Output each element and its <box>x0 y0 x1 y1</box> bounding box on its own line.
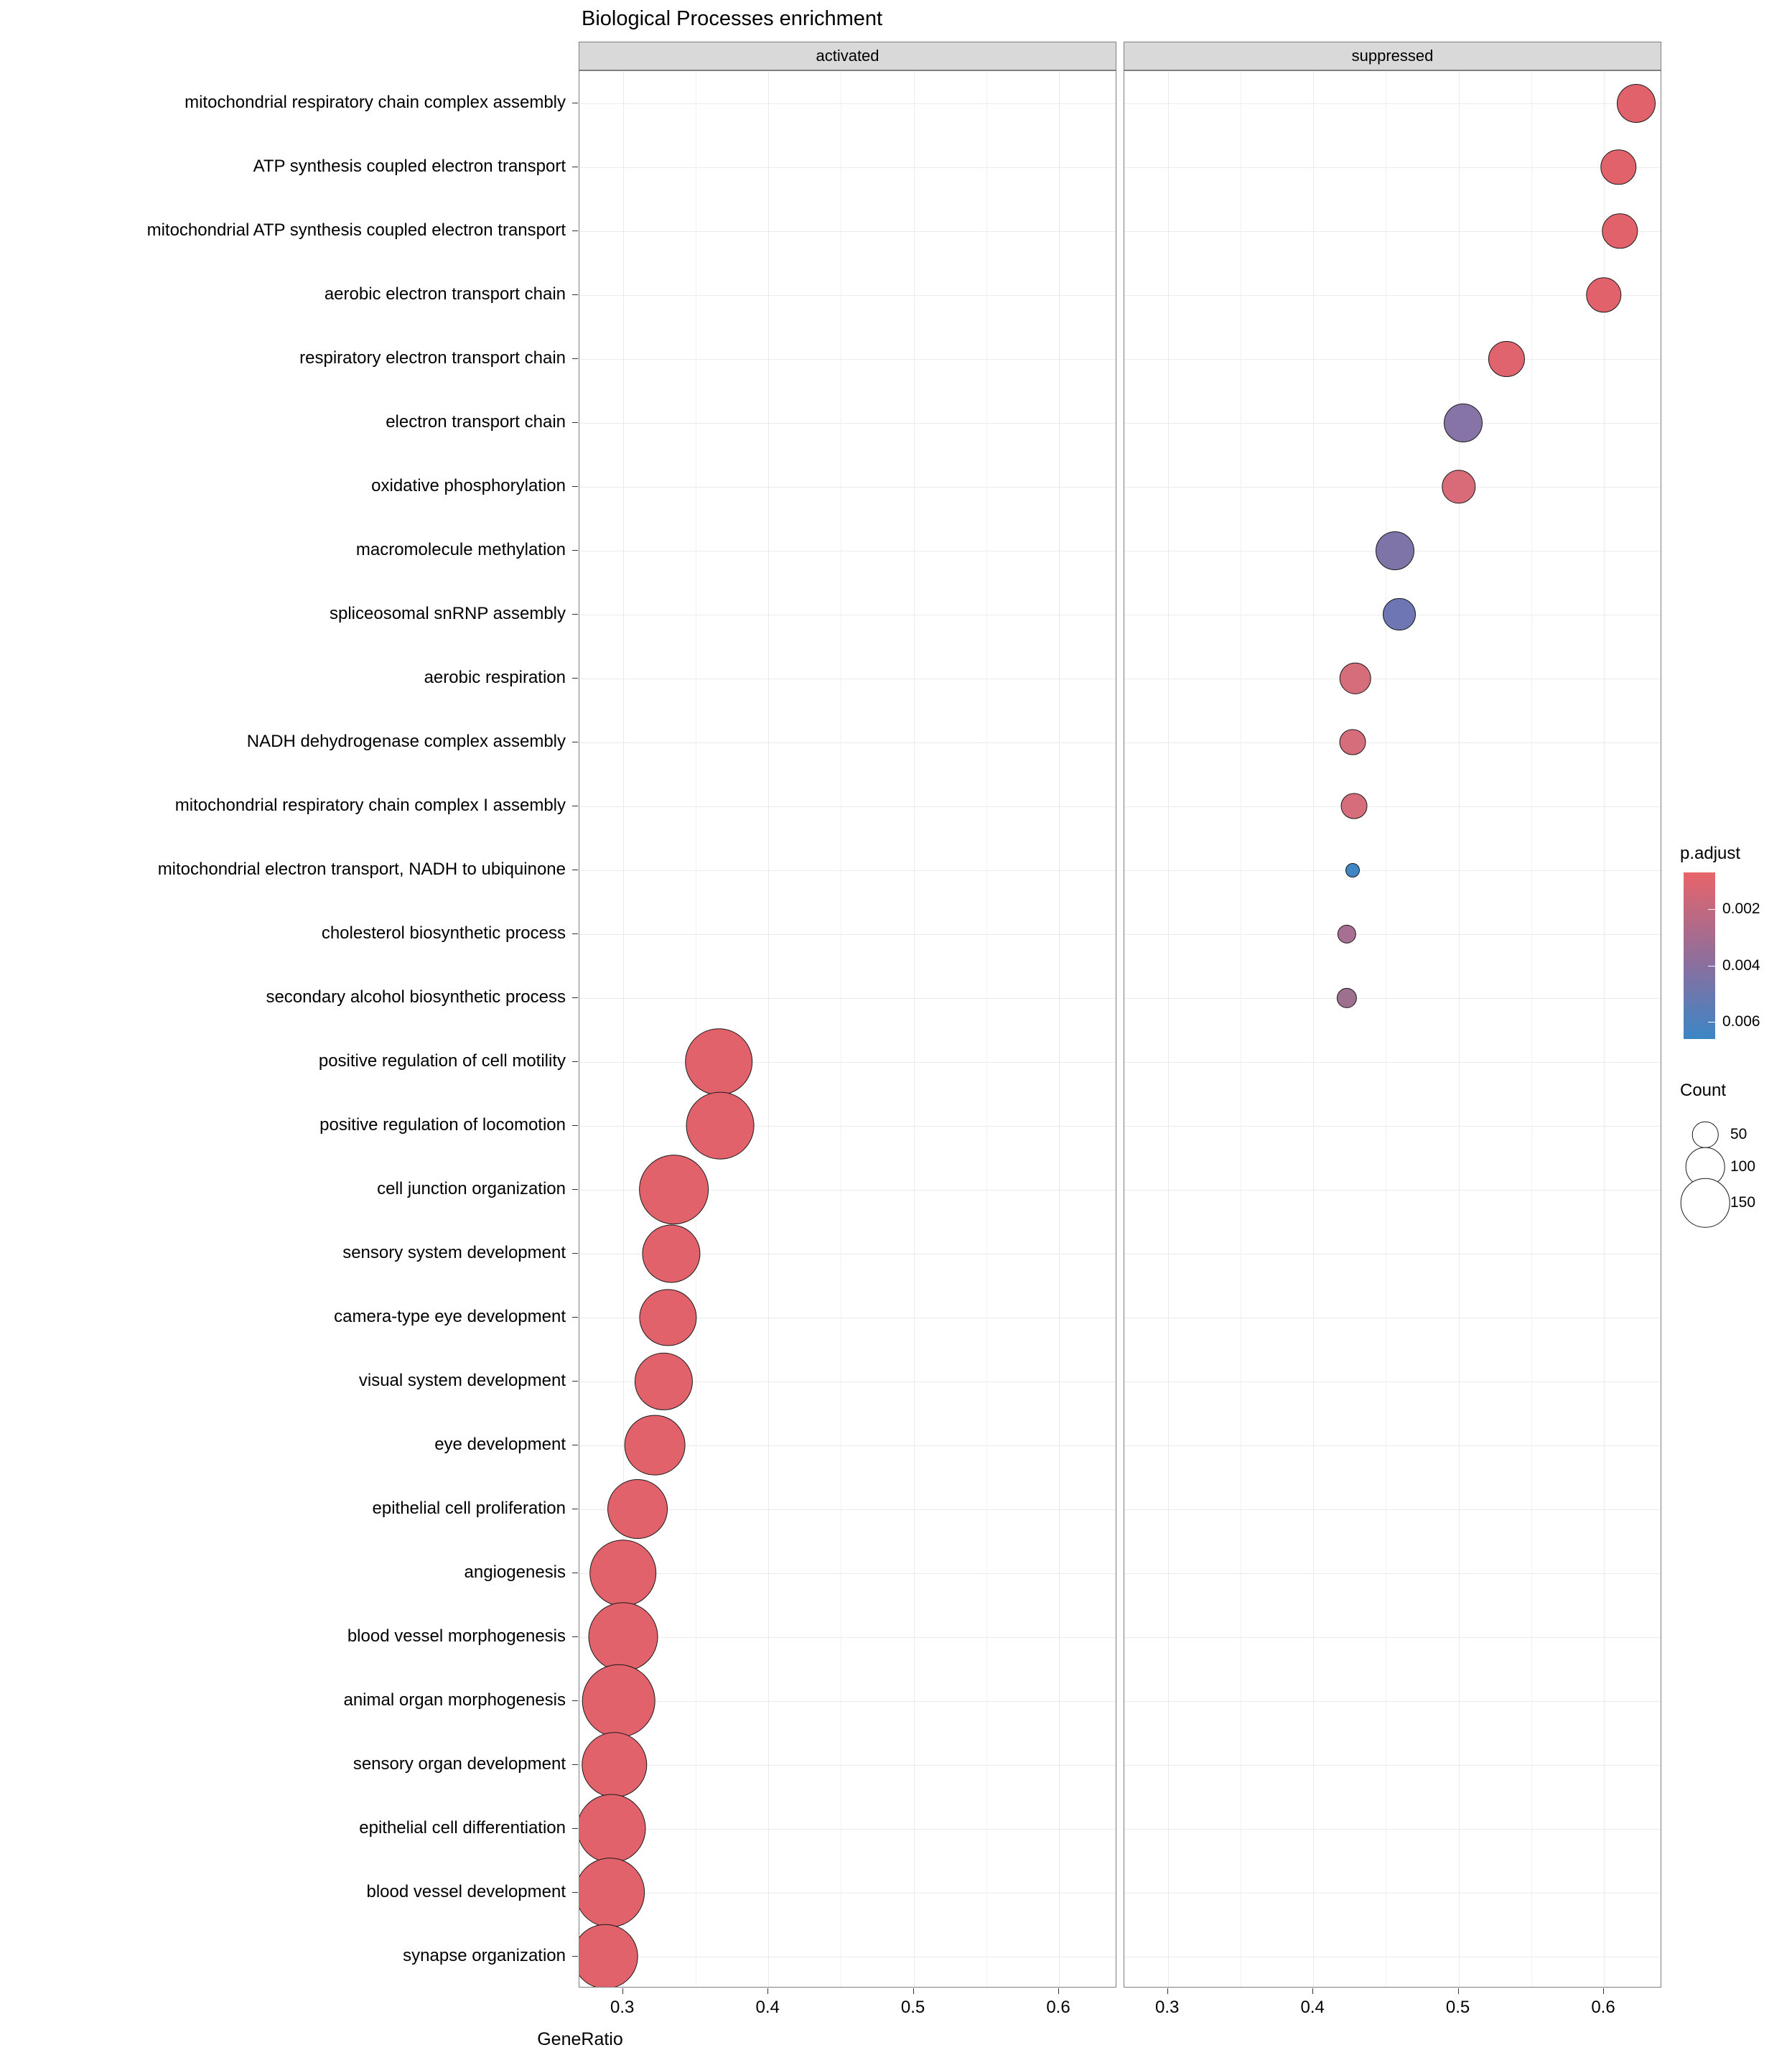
y-axis-label: NADH dehydrogenase complex assembly <box>246 731 566 751</box>
x-axis-tick <box>1058 1988 1059 1994</box>
y-axis-label: eye development <box>434 1434 566 1454</box>
y-axis-tick <box>572 1764 578 1765</box>
x-axis-tick-label: 0.3 <box>1155 1998 1180 2017</box>
x-axis-title-label: GeneRatio <box>537 2029 623 2049</box>
y-axis-label: cell junction organization <box>377 1178 566 1198</box>
y-axis-label: respiratory electron transport chain <box>299 348 566 368</box>
y-axis-tick <box>572 230 578 231</box>
y-axis-label: visual system development <box>358 1370 566 1390</box>
y-axis-label: mitochondrial ATP synthesis coupled electron transport <box>146 220 566 240</box>
y-axis-label: blood vessel morphogenesis <box>347 1626 566 1646</box>
page-title: Biological Processes enrichment <box>582 7 883 30</box>
x-axis-tick <box>913 1988 914 1994</box>
legend-count-title: Count <box>1680 1081 1727 1100</box>
x-axis-tick <box>1312 1988 1313 1994</box>
y-axis-label: blood vessel development <box>366 1881 566 1901</box>
y-axis-label: epithelial cell proliferation <box>372 1498 566 1518</box>
y-axis-tick <box>572 1892 578 1893</box>
x-axis-tick-label: 0.4 <box>1300 1998 1325 2017</box>
y-axis-label: synapse organization <box>403 1945 566 1965</box>
legend-size-key-label: 150 <box>1730 1194 1756 1211</box>
y-axis-label: oxidative phosphorylation <box>371 475 566 495</box>
colorbar-tick <box>1708 1022 1715 1023</box>
y-axis-label: secondary alcohol biosynthetic process <box>266 987 566 1007</box>
legend-size-key <box>1692 1122 1719 1148</box>
y-axis-label: mitochondrial respiratory chain complex I assembly <box>174 795 566 815</box>
x-axis-tick-label: 0.4 <box>755 1998 780 2017</box>
y-axis-tick <box>572 486 578 487</box>
x-axis-tick <box>622 1988 623 1994</box>
y-axis-tick <box>572 614 578 615</box>
y-axis-label: sensory organ development <box>353 1753 566 1774</box>
y-axis-label: aerobic electron transport chain <box>324 284 566 304</box>
y-axis-tick <box>572 933 578 934</box>
facet-strip-activated: activated <box>579 42 1116 70</box>
y-axis-tick <box>572 1125 578 1126</box>
y-axis-label: spliceosomal snRNP assembly <box>329 603 566 623</box>
y-axis-tick <box>572 422 578 423</box>
legend-padjust-title: p.adjust <box>1680 844 1741 863</box>
x-axis-tick-label: 0.6 <box>1591 1998 1615 2017</box>
facet-strip-suppressed: suppressed <box>1124 42 1661 70</box>
y-axis-label: mitochondrial electron transport, NADH to ubiquinone <box>157 859 566 879</box>
y-axis-tick <box>572 1317 578 1318</box>
x-axis-tick-label: 0.5 <box>900 1998 925 2017</box>
y-axis-tick <box>572 358 578 359</box>
x-axis-tick <box>1167 1988 1168 1994</box>
x-axis-tick-label: 0.5 <box>1445 1998 1470 2017</box>
y-axis-tick <box>572 678 578 679</box>
y-axis-label: cholesterol biosynthetic process <box>321 923 566 943</box>
y-axis-tick <box>572 997 578 998</box>
x-axis-tick-label: 0.6 <box>1046 1998 1070 2017</box>
x-axis-tick <box>1603 1988 1604 1994</box>
y-axis-label: aerobic respiration <box>424 667 566 687</box>
legend-size-key-label: 50 <box>1730 1126 1747 1142</box>
colorbar-tick-label: 0.002 <box>1722 900 1760 918</box>
colorbar-tick-label: 0.004 <box>1722 956 1760 974</box>
y-axis-tick <box>572 1253 578 1254</box>
y-axis-label: positive regulation of cell motility <box>318 1051 566 1071</box>
y-axis-tick <box>572 294 578 295</box>
y-axis-label: sensory system development <box>342 1242 566 1262</box>
y-axis-label: angiogenesis <box>464 1562 566 1582</box>
colorbar-tick <box>1708 909 1715 910</box>
y-axis-tick <box>572 1700 578 1701</box>
legend-size-key <box>1681 1178 1730 1228</box>
y-axis-label: macromolecule methylation <box>355 539 566 559</box>
x-axis-tick-label: 0.3 <box>610 1998 635 2017</box>
colorbar-tick <box>1708 966 1715 967</box>
y-axis-label: mitochondrial respiratory chain complex assembly <box>185 92 566 112</box>
y-axis-tick <box>572 1956 578 1957</box>
y-axis-label: camera-type eye development <box>334 1306 566 1326</box>
y-axis-tick <box>572 1636 578 1637</box>
y-axis-label: animal organ morphogenesis <box>343 1690 566 1710</box>
y-axis-label: electron transport chain <box>386 411 566 432</box>
legend-size-key-label: 100 <box>1730 1158 1756 1175</box>
y-axis-tick <box>572 550 578 551</box>
y-axis-label: epithelial cell differentiation <box>359 1817 566 1838</box>
y-axis-tick <box>572 1381 578 1382</box>
y-axis-tick <box>572 1189 578 1190</box>
y-axis-tick <box>572 1828 578 1829</box>
x-axis-tick <box>767 1988 768 1994</box>
y-axis-label: ATP synthesis coupled electron transport <box>253 156 566 176</box>
x-axis-tick <box>1458 1988 1459 1994</box>
y-axis-label: positive regulation of locomotion <box>319 1114 566 1135</box>
y-axis-tick <box>572 1061 578 1062</box>
colorbar-tick-label: 0.006 <box>1722 1013 1760 1030</box>
legend-colorbar <box>1684 872 1715 1039</box>
x-axis-title <box>0 2029 1792 2050</box>
